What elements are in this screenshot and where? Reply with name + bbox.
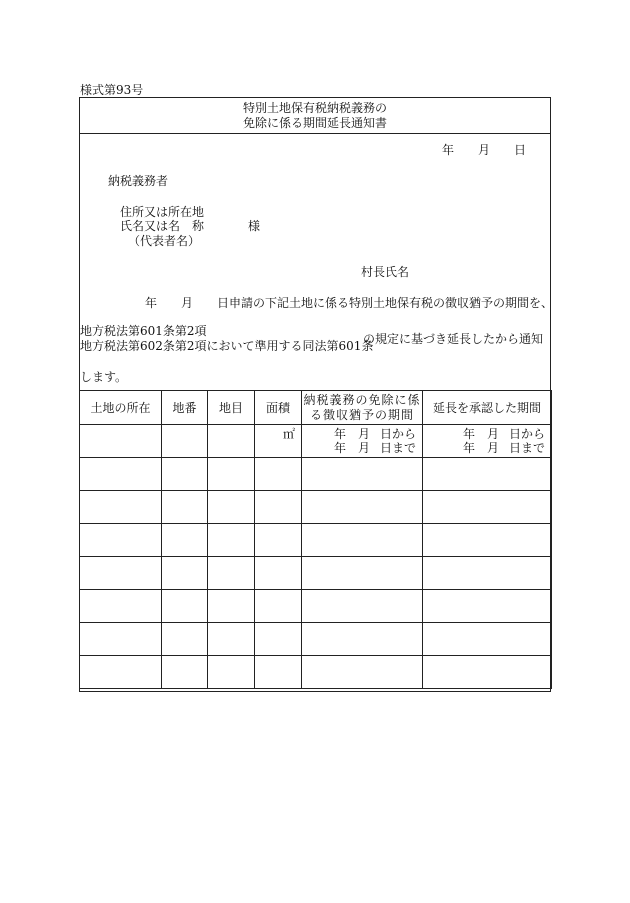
cell-location[interactable] [80, 458, 162, 491]
area-unit: ㎡ [282, 427, 295, 441]
period-month: 月 [486, 427, 499, 441]
header-deferral-line-1: 納税義務の免除に係 [303, 392, 421, 407]
cell-land-category[interactable] [208, 557, 255, 590]
cell-lot-number[interactable] [162, 491, 208, 524]
cell-area[interactable] [255, 656, 302, 689]
cell-land-category[interactable] [208, 656, 255, 689]
table-row [80, 656, 552, 689]
table-row [80, 458, 552, 491]
law-reference-1: 地方税法第601条第2項 [80, 324, 207, 338]
land-table [79, 390, 552, 689]
cell-deferral-period[interactable] [302, 590, 423, 623]
period-year: 年 [462, 427, 475, 441]
notice-date [442, 141, 526, 158]
cell-approved-period[interactable] [423, 491, 552, 524]
header-deferral-line-2: る徴収猶予の期間 [309, 407, 414, 422]
cell-area[interactable] [255, 623, 302, 656]
honorific: 様 [248, 219, 261, 233]
header-approved-period: 延長を承認した期間 [423, 391, 552, 425]
request-month: 月 [181, 296, 194, 310]
header-area: 面積 [255, 391, 302, 425]
cell-area[interactable] [255, 425, 302, 458]
period-month: 月 [357, 427, 370, 441]
header-location: 土地の所在 [80, 391, 162, 425]
cell-area[interactable] [255, 557, 302, 590]
cell-deferral-period[interactable] [302, 425, 423, 458]
period-year: 年 [462, 441, 475, 455]
cell-location[interactable] [80, 623, 162, 656]
cell-approved-period[interactable] [423, 656, 552, 689]
form-number: 様式第93号 [80, 83, 144, 97]
cell-location[interactable] [80, 425, 162, 458]
table-row [80, 590, 552, 623]
table-row [80, 524, 552, 557]
cell-approved-period[interactable] [423, 524, 552, 557]
cell-location[interactable] [80, 590, 162, 623]
cell-lot-number[interactable] [162, 425, 208, 458]
cell-deferral-period[interactable] [302, 656, 423, 689]
date-year: 年 [442, 143, 455, 157]
closing-text: します。 [80, 370, 128, 384]
taxpayer-label: 納税義務者 [108, 174, 169, 188]
cell-deferral-period[interactable] [302, 623, 423, 656]
mayor-label: 村長氏名 [361, 265, 410, 279]
cell-land-category[interactable] [208, 623, 255, 656]
cell-land-category[interactable] [208, 491, 255, 524]
cell-approved-period[interactable] [423, 458, 552, 491]
date-month: 月 [478, 143, 491, 157]
header-land-category: 地目 [208, 391, 255, 425]
cell-location[interactable] [80, 491, 162, 524]
cell-land-category[interactable] [208, 524, 255, 557]
request-line [145, 294, 553, 311]
cell-area[interactable] [255, 458, 302, 491]
period-from: 日から [508, 427, 545, 441]
table-header-row [80, 391, 552, 425]
name-label: 氏名又は名 称 [120, 219, 205, 233]
cell-area[interactable] [255, 491, 302, 524]
cell-location[interactable] [80, 524, 162, 557]
date-day: 日 [514, 143, 527, 157]
cell-area[interactable] [255, 524, 302, 557]
form-title [80, 98, 550, 134]
cell-deferral-period[interactable] [302, 491, 423, 524]
header-lot-number: 地番 [162, 391, 208, 425]
cell-land-category[interactable] [208, 590, 255, 623]
period-month: 月 [486, 441, 499, 455]
cell-lot-number[interactable] [162, 458, 208, 491]
cell-lot-number[interactable] [162, 524, 208, 557]
cell-approved-period[interactable] [423, 425, 552, 458]
table-row [80, 425, 552, 458]
cell-approved-period[interactable] [423, 557, 552, 590]
period-year: 年 [333, 441, 346, 455]
cell-lot-number[interactable] [162, 656, 208, 689]
cell-area[interactable] [255, 590, 302, 623]
request-year: 年 [145, 296, 158, 310]
cell-location[interactable] [80, 656, 162, 689]
cell-approved-period[interactable] [423, 590, 552, 623]
request-text: 日申請の下記土地に係る特別土地保有税の徴収猶予の期間を、 [217, 296, 554, 310]
representative-label: （代表者名） [128, 234, 201, 248]
cell-deferral-period[interactable] [302, 524, 423, 557]
law-tail-text: の規定に基づき延長したから通知 [363, 332, 544, 346]
period-from: 日から [379, 427, 416, 441]
table-row [80, 623, 552, 656]
table-row [80, 491, 552, 524]
cell-location[interactable] [80, 557, 162, 590]
period-to: 日まで [508, 441, 545, 455]
title-line-2: 免除に係る期間延長通知書 [242, 116, 387, 130]
cell-deferral-period[interactable] [302, 458, 423, 491]
cell-land-category[interactable] [208, 458, 255, 491]
cell-lot-number[interactable] [162, 557, 208, 590]
law-reference-2: 地方税法第602条第2項において準用する同法第601条 [80, 339, 374, 353]
table-row [80, 557, 552, 590]
period-month: 月 [357, 441, 370, 455]
period-to: 日まで [379, 441, 416, 455]
cell-lot-number[interactable] [162, 623, 208, 656]
header-deferral-period [302, 391, 423, 425]
cell-approved-period[interactable] [423, 623, 552, 656]
period-year: 年 [333, 427, 346, 441]
address-label: 住所又は所在地 [120, 205, 205, 219]
cell-land-category[interactable] [208, 425, 255, 458]
cell-deferral-period[interactable] [302, 557, 423, 590]
title-line-1: 特別土地保有税納税義務の [242, 101, 387, 115]
cell-lot-number[interactable] [162, 590, 208, 623]
